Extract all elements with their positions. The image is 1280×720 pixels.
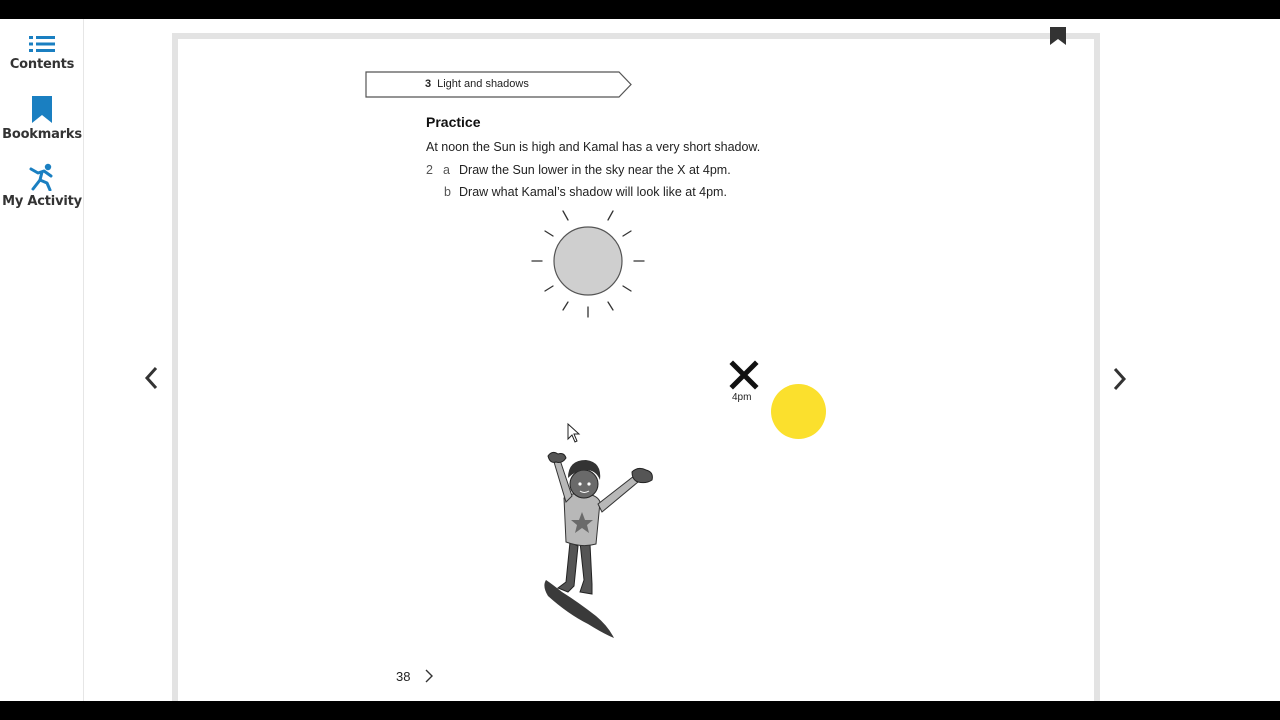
sidebar-item-my-activity[interactable] [0,163,84,209]
kamal-boy-illustration [538,446,658,642]
next-page-button[interactable] [1109,365,1133,395]
list-icon [28,34,56,54]
top-black-bar [0,0,1280,19]
sidebar-item-label: My Activity [2,194,82,209]
bottom-black-bar [0,701,1280,720]
chapter-title [425,78,529,90]
part-a-text: Draw the Sun lower in the sky near the X at 4pm. [459,163,731,177]
sidebar-item-label: Bookmarks [2,127,82,142]
part-b-text: Draw what Kamal’s shadow will look like at 4pm. [459,185,727,199]
sidebar-item-bookmarks[interactable] [0,96,84,142]
sidebar-item-label: Contents [9,57,75,72]
sidebar-item-contents[interactable] [0,34,84,72]
x-marker-icon [729,360,759,390]
question-number: 2 [426,163,433,177]
page-number: 38 [396,669,411,684]
drawn-sun-circle[interactable] [771,384,826,439]
page-bookmark-button[interactable] [1050,27,1066,50]
chapter-name: Light and shadows [437,78,529,90]
part-b-letter: b [444,185,451,199]
chevron-left-icon [142,364,162,392]
bookmark-icon [31,96,53,124]
noon-sun-illustration [527,203,649,325]
previous-page-button[interactable] [142,364,166,394]
activity-runner-icon [28,163,56,191]
practice-heading: Practice [426,114,481,130]
page-next-chevron-icon[interactable] [424,668,434,684]
bookmark-icon [1050,27,1066,45]
chapter-number: 3 [425,78,432,90]
intro-text: At noon the Sun is high and Kamal has a very short shadow. [426,140,761,154]
chevron-right-icon [1109,365,1129,393]
sidebar [0,19,84,701]
mouse-cursor-icon [567,423,581,443]
part-a-letter: a [443,163,450,177]
x-marker-label: 4pm [732,392,752,403]
